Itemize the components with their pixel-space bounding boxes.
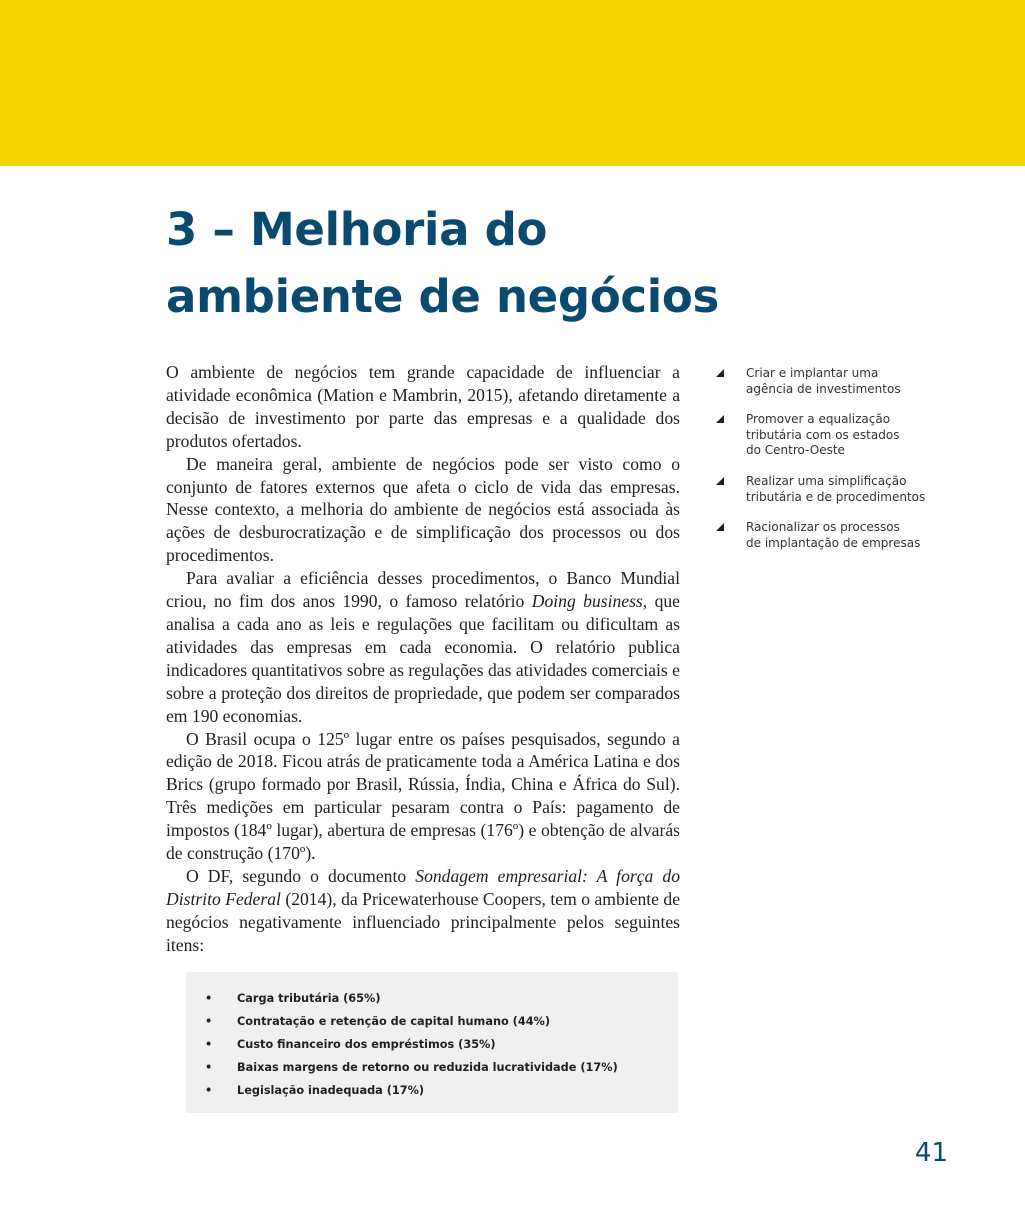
bullet-icon: • [205, 1038, 213, 1051]
bullet-icon: • [205, 1015, 213, 1028]
triangle-bullet-icon [716, 477, 724, 485]
sidebar-item-line: do Centro-Oeste [746, 443, 845, 458]
paragraph-3-part-b: , que analisa a cada ano as leis e regulações que facilitam ou dificultam as atividades das empresas em cada economia. O relatório publica indicadores quantitativos sobre as regulações das atividades comerciais e sobre a proteção dos direitos de propriedade, que podem ser comparados em 190 economias. [166, 591, 680, 726]
sidebar-item-simplificacao [714, 474, 954, 505]
header-band [0, 0, 1025, 166]
triangle-bullet-icon [716, 369, 724, 377]
paragraph-3-part-a: Para avaliar a eficiência desses procedimentos, o Banco Mundial criou, no fim dos anos 1990, o famoso relatório [166, 568, 680, 612]
bullet-icon: • [205, 992, 213, 1005]
list-item [186, 1079, 678, 1102]
paragraph-1: O ambiente de negócios tem grande capacidade de influenciar a atividade econômica (Mation e Mambrin, 2015), afetando diretamente a decisão de investimento por parte das empresas e a qualidade dos produtos ofertados. [166, 362, 680, 451]
list-item-label: Contratação e retenção de capital humano (44%) [237, 1015, 551, 1028]
paragraph-5 [166, 865, 680, 957]
sidebar-item-line: tributária e de procedimentos [746, 489, 926, 504]
list-item [186, 1010, 678, 1033]
bullet-icon: • [205, 1084, 213, 1097]
doing-business-title: Doing business [531, 591, 643, 612]
list-item [186, 1056, 678, 1079]
factors-box [186, 972, 678, 1113]
triangle-bullet-icon [716, 415, 724, 423]
sidebar-item-line: agência de investimentos [746, 381, 901, 396]
sidebar-item-line: Realizar uma simplificação [746, 473, 907, 488]
sidebar-item-line: Criar e implantar uma [746, 366, 879, 380]
sidebar-item-line: de implantação de empresas [746, 535, 921, 550]
sidebar-actions [714, 366, 954, 566]
paragraph-2: De maneira geral, ambiente de negócios pode ser visto como o conjunto de fatores externos que afeta o ciclo de vida das empresas. Nesse contexto, a melhoria do ambiente de negócios está associada às ações de desburocratização e de simplificação dos processos ou dos procedimentos. [166, 453, 680, 566]
factors-list [186, 972, 678, 1102]
list-item-label: Carga tributária (65%) [237, 992, 381, 1005]
paragraph-3 [166, 567, 680, 727]
list-item [186, 1033, 678, 1056]
list-item-label: Custo financeiro dos empréstimos (35%) [237, 1038, 496, 1051]
sidebar-item-line: Promover a equalização [746, 412, 891, 427]
sidebar-item-line: Racionalizar os processos [746, 520, 900, 535]
paragraph-5-part-b: (2014), da Pricewaterhouse Coopers, tem o ambiente de negócios negativamente influenciado principalmente pelos seguintes itens: [166, 888, 681, 955]
list-item-label: Legislação inadequada (17%) [237, 1084, 425, 1097]
body-text [166, 361, 680, 957]
sondagem-title: Sondagem empresarial: A força do Distrito Federal [166, 865, 681, 909]
page-number: 41 [914, 1138, 948, 1168]
paragraph-5-part-a: O DF, segundo o documento [186, 865, 416, 886]
bullet-icon: • [205, 1061, 213, 1074]
sidebar-item-line: tributária com os estados [746, 427, 900, 442]
paragraph-4: O Brasil ocupa o 125º lugar entre os países pesquisados, segundo a edição de 2018. Ficou atrás de praticamente toda a América Latina e dos Brics (grupo formado por Brasil, Rússia, Índia, China e África do Sul). Três medições em particular pesaram contra o País: pagamento de impostos (184º lugar), abertura de empresas (176º) e obtenção de alvarás de construção (170º). [166, 728, 680, 864]
sidebar-item-processos [714, 520, 954, 551]
page-title-line-2: ambiente de negócios [166, 270, 720, 323]
sidebar-item-investimentos [714, 366, 954, 397]
list-item [186, 987, 678, 1010]
page-title [166, 196, 726, 330]
triangle-bullet-icon [716, 523, 724, 531]
sidebar-item-equalizacao [714, 412, 954, 459]
list-item-label: Baixas margens de retorno ou reduzida lucratividade (17%) [237, 1061, 618, 1074]
page-title-line-1: 3 – Melhoria do [166, 203, 548, 256]
